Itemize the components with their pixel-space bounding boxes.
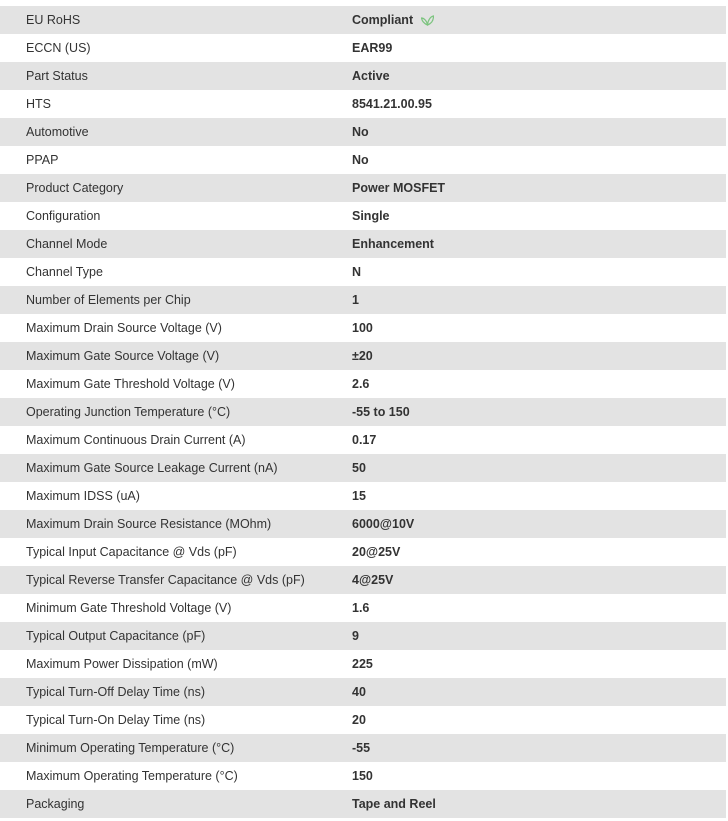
- spec-value: -55 to 150: [352, 405, 410, 419]
- spec-label: Part Status: [26, 69, 88, 83]
- spec-value: 2.6: [352, 377, 370, 391]
- spec-label: Channel Mode: [26, 237, 108, 251]
- spec-label: Maximum Drain Source Resistance (MOhm): [26, 517, 272, 531]
- spec-label: Typical Reverse Transfer Capacitance @ Vds (pF): [26, 573, 305, 587]
- spec-row: [0, 146, 726, 174]
- spec-row: [0, 202, 726, 230]
- spec-value: Active: [352, 69, 390, 83]
- spec-value: Power MOSFET: [352, 181, 446, 195]
- spec-value: 6000@10V: [352, 517, 415, 531]
- spec-label: Typical Turn-On Delay Time (ns): [26, 713, 206, 727]
- spec-value: 4@25V: [352, 573, 394, 587]
- spec-value: 9: [352, 629, 359, 643]
- spec-row: [0, 370, 726, 398]
- spec-row: [0, 790, 726, 818]
- spec-label: ECCN (US): [26, 41, 91, 55]
- spec-value: 40: [352, 685, 366, 699]
- spec-value-text: Compliant: [352, 13, 414, 27]
- spec-value: N: [352, 265, 362, 279]
- spec-label: Maximum Continuous Drain Current (A): [26, 433, 246, 447]
- spec-label: Number of Elements per Chip: [26, 293, 191, 307]
- spec-row: [0, 482, 726, 510]
- spec-value: 225: [352, 657, 373, 671]
- spec-row: [0, 426, 726, 454]
- spec-value: 1: [352, 293, 359, 307]
- spec-value: 20@25V: [352, 545, 401, 559]
- spec-row: [0, 454, 726, 482]
- spec-row: [0, 230, 726, 258]
- spec-label: Product Category: [26, 181, 124, 195]
- leaf-icon: [421, 15, 434, 26]
- spec-row: [0, 62, 726, 90]
- spec-row: [0, 314, 726, 342]
- spec-table: [0, 6, 726, 818]
- spec-row: [0, 90, 726, 118]
- spec-value: 0.17: [352, 433, 377, 447]
- spec-value: -55: [352, 741, 371, 755]
- spec-value: 50: [352, 461, 366, 475]
- spec-label: Channel Type: [26, 265, 103, 279]
- spec-label: HTS: [26, 97, 51, 111]
- spec-label: Maximum Power Dissipation (mW): [26, 657, 218, 671]
- spec-label: Typical Input Capacitance @ Vds (pF): [26, 545, 237, 559]
- spec-row: [0, 566, 726, 594]
- spec-row: [0, 34, 726, 62]
- spec-label: Packaging: [26, 797, 85, 811]
- spec-label: Maximum Gate Source Leakage Current (nA): [26, 461, 278, 475]
- spec-label: Configuration: [26, 209, 101, 223]
- spec-label: Operating Junction Temperature (°C): [26, 405, 231, 419]
- spec-value: Single: [352, 209, 390, 223]
- spec-row: [0, 538, 726, 566]
- spec-value: 20: [352, 713, 366, 727]
- spec-row: [0, 650, 726, 678]
- spec-label: Typical Turn-Off Delay Time (ns): [26, 685, 205, 699]
- spec-value: No: [352, 125, 369, 139]
- spec-row: [0, 706, 726, 734]
- spec-row: [0, 286, 726, 314]
- spec-label: Maximum Gate Source Voltage (V): [26, 349, 220, 363]
- spec-value: 8541.21.00.95: [352, 97, 432, 111]
- spec-row: [0, 398, 726, 426]
- spec-row: [0, 6, 726, 34]
- spec-row: [0, 118, 726, 146]
- spec-label: Typical Output Capacitance (pF): [26, 629, 206, 643]
- spec-label: Maximum Gate Threshold Voltage (V): [26, 377, 235, 391]
- spec-label: Minimum Gate Threshold Voltage (V): [26, 601, 232, 615]
- spec-row: [0, 734, 726, 762]
- spec-value: ±20: [352, 349, 373, 363]
- spec-value: 15: [352, 489, 366, 503]
- spec-row: [0, 342, 726, 370]
- spec-label: Automotive: [26, 125, 89, 139]
- spec-value: Enhancement: [352, 237, 434, 251]
- spec-value: No: [352, 153, 369, 167]
- spec-value: EAR99: [352, 41, 393, 55]
- spec-row: [0, 678, 726, 706]
- spec-row: [0, 510, 726, 538]
- spec-value: 1.6: [352, 601, 370, 615]
- spec-value: Tape and Reel: [352, 797, 436, 811]
- spec-label: Maximum Drain Source Voltage (V): [26, 321, 222, 335]
- spec-value: [352, 13, 434, 27]
- spec-value: 150: [352, 769, 373, 783]
- spec-row: [0, 258, 726, 286]
- spec-row: [0, 762, 726, 790]
- spec-label: Maximum IDSS (uA): [26, 489, 140, 503]
- spec-row: [0, 594, 726, 622]
- spec-label: PPAP: [26, 153, 59, 167]
- spec-label: Minimum Operating Temperature (°C): [26, 741, 235, 755]
- spec-row: [0, 622, 726, 650]
- spec-label: EU RoHS: [26, 13, 81, 27]
- spec-value: 100: [352, 321, 373, 335]
- spec-row: [0, 174, 726, 202]
- spec-label: Maximum Operating Temperature (°C): [26, 769, 238, 783]
